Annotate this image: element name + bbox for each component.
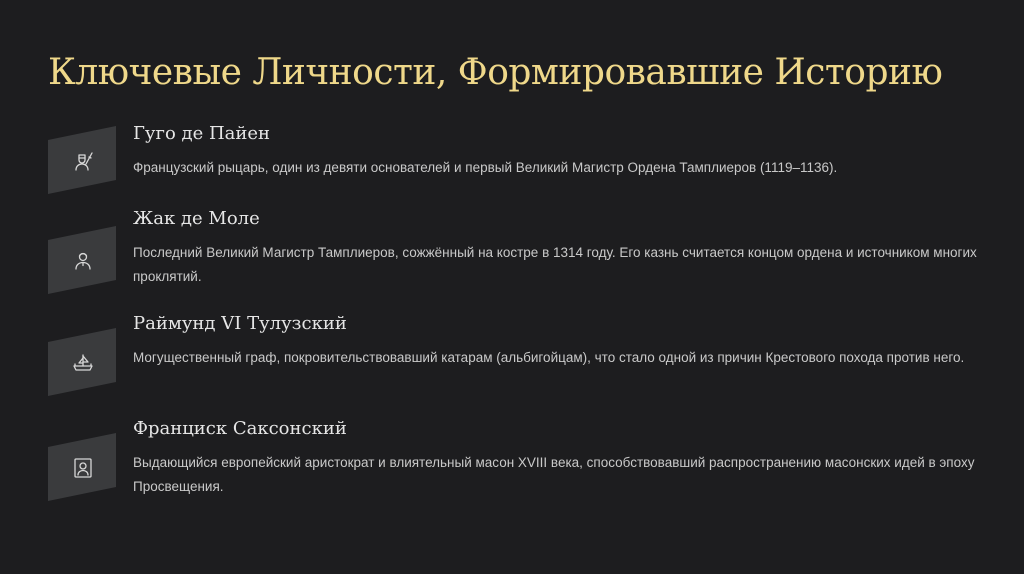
icon-tile <box>48 126 116 194</box>
person-name: Франциск Саксонский <box>133 418 347 439</box>
person-description: Французский рыцарь, один из девяти основателей и первый Великий Магистр Ордена Тамплиеров (1119–1136). <box>133 160 838 175</box>
portrait-icon <box>71 456 95 480</box>
icon-tile <box>48 433 116 501</box>
slide-title: Ключевые Личности, Формировавшие Историю <box>48 52 943 93</box>
person-icon <box>71 249 95 273</box>
knight-icon <box>71 149 95 173</box>
icon-tile <box>48 328 116 396</box>
icon-tile <box>48 226 116 294</box>
person-description: Выдающийся европейский аристократ и влиятельный масон XVIII века, способствовавший распространению масонских идей в эпоху Просвещения. <box>133 455 975 494</box>
person-description: Могущественный граф, покровительствовавший катарам (альбигойцам), что стало одной из причин Крестового похода против него. <box>133 350 965 365</box>
person-name: Гуго де Пайен <box>133 123 271 144</box>
person-name: Раймунд VI Тулузский <box>133 313 347 334</box>
person-name: Жак де Моле <box>133 208 260 229</box>
ship-icon <box>71 351 95 375</box>
person-description: Последний Великий Магистр Тамплиеров, сожжённый на костре в 1314 году. Его казнь считается концом ордена и источником многих проклятий. <box>133 245 977 284</box>
